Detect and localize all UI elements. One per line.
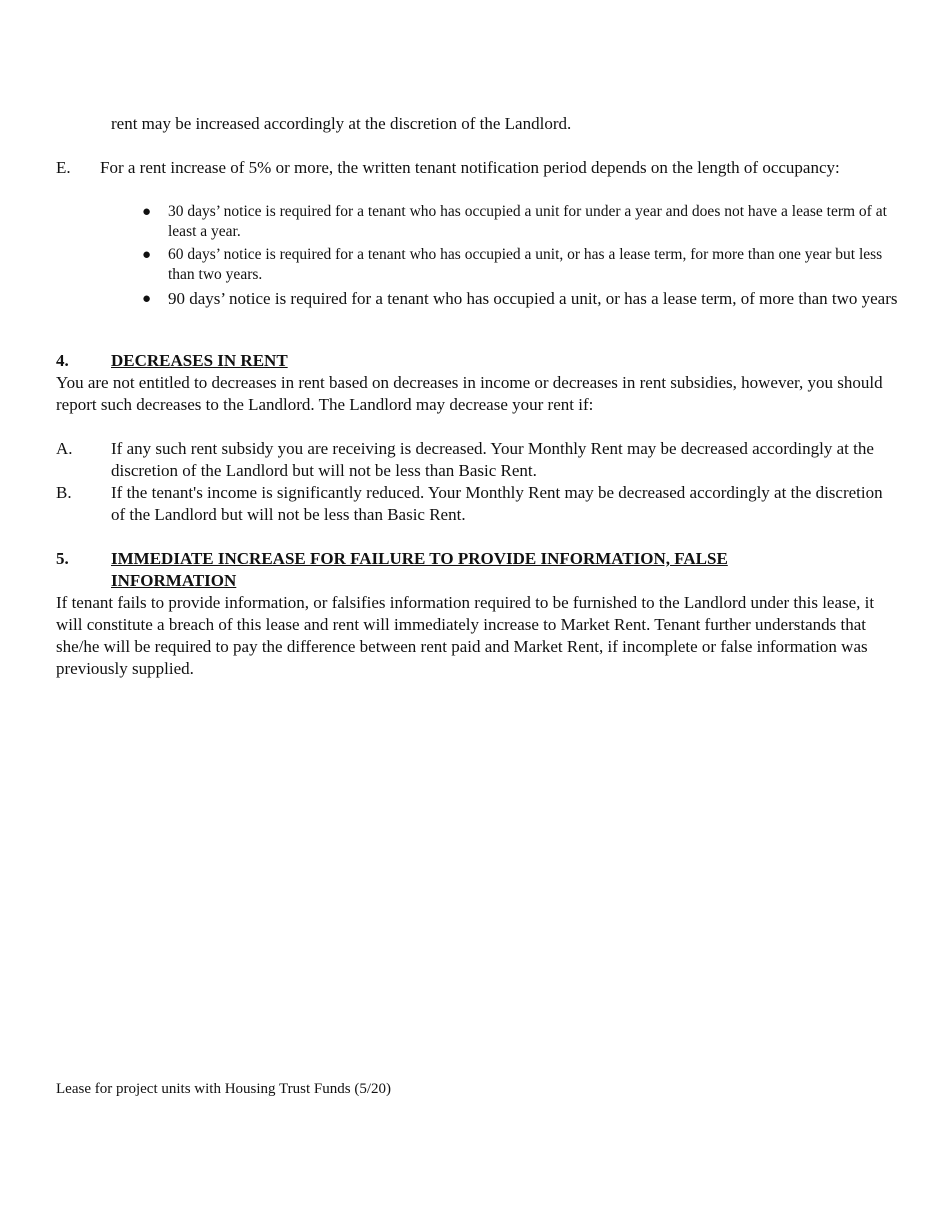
item-b-label: B. [56,483,72,502]
section-4-title: DECREASES IN RENT [111,351,288,370]
item-a-text: If any such rent subsidy you are receiving is decreased. Your Monthly Rent may be decreased accordingly at the discretion of the Landlord but will not be less than Basic Rent. [111,439,874,480]
bullet-dot-icon: ● [142,204,152,220]
section-4-number: 4. [56,351,69,370]
item-a-label: A. [56,439,73,458]
section-5-number: 5. [56,549,69,568]
bullet-dot-icon: ● [142,247,152,263]
section-5-title: IMMEDIATE INCREASE FOR FAILURE TO PROVIDE INFORMATION, FALSE INFORMATION [111,549,728,590]
notice-bullet-text: 90 days’ notice is required for a tenant who has occupied a unit, or has a lease term, of more than two years [168,289,898,308]
item-b-text: If the tenant's income is significantly reduced. Your Monthly Rent may be decreased accordingly at the discretion of the Landlord but will not be less than Basic Rent. [111,483,883,524]
notice-bullet-list [140,202,900,313]
section-4-intro: You are not entitled to decreases in rent based on decreases in income or decreases in rent subsidies, however, you should report such decreases to the Landlord. The Landlord may decrease your rent if: [56,373,883,414]
section-5-heading [56,548,898,592]
section-4-item-a [56,438,898,482]
page-footer: Lease for project units with Housing Trust Funds (5/20) [56,1081,391,1097]
item-e-paragraph [56,157,896,179]
notice-bullet-item [140,202,900,242]
item-e-label: E. [56,158,71,177]
notice-bullet-item [140,288,900,310]
section-4-heading [56,350,898,372]
section-5-body: If tenant fails to provide information, or falsifies information required to be furnished to the Landlord under this lease, it will constitute a breach of this lease and rent will immediately increase to Market Rent. Tenant further understands that she/he will be required to pay the difference between rent paid and Market Rent, if incomplete or false information was previously supplied. [56,593,875,678]
notice-bullet-text: 60 days’ notice is required for a tenant who has occupied a unit, or has a lease term, for more than one year but less than two years. [168,246,883,283]
section-4-item-b [56,482,898,526]
notice-bullet-text: 30 days’ notice is required for a tenant who has occupied a unit for under a year and does not have a lease term of at least a year. [168,203,887,240]
item-e-text: For a rent increase of 5% or more, the written tenant notification period depends on the length of occupancy: [100,158,840,177]
notice-bullet-item [140,245,900,285]
continuation-line: rent may be increased accordingly at the discretion of the Landlord. [111,114,572,133]
bullet-dot-icon: ● [142,291,152,307]
